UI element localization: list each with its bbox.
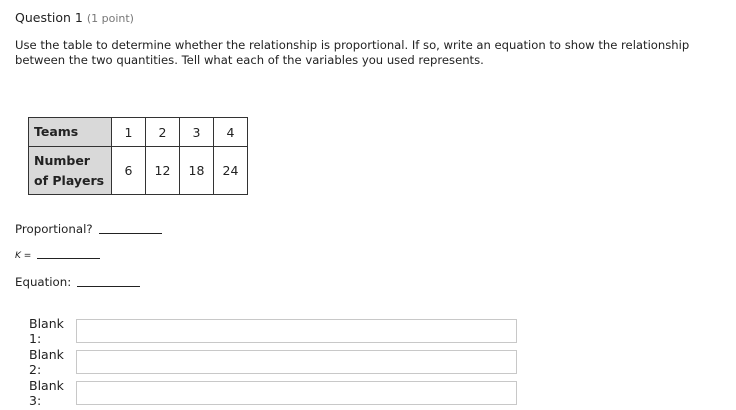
row-header-teams: Teams <box>29 118 112 147</box>
table-row <box>29 118 248 147</box>
question-points: (1 point) <box>86 12 134 25</box>
question-number: Question 1 <box>15 10 83 25</box>
question-prompt: Use the table to determine whether the relationship is proportional. If so, write an equation to show the relationship between the two quantities. Tell what each of the variables you used represents. <box>15 38 690 67</box>
teams-players-table <box>28 117 248 195</box>
blank-2-input[interactable] <box>76 350 517 374</box>
blank-underline <box>37 257 100 259</box>
row-header-line: Number <box>34 152 90 168</box>
blank-underline <box>77 285 140 287</box>
blank-1-input[interactable] <box>76 319 517 343</box>
blank-3-label: Blank 3: <box>29 378 64 408</box>
table-cell: 2 <box>146 118 180 147</box>
row-header-line: of Players <box>34 172 105 188</box>
row-header-players <box>29 147 112 195</box>
proportional-label: Proportional? <box>15 222 93 236</box>
equation-prompt <box>15 275 140 289</box>
k-label: K = <box>15 251 32 261</box>
blank-1-row <box>29 316 517 346</box>
blank-3-row <box>29 378 517 408</box>
table-cell: 4 <box>214 118 248 147</box>
blank-2-row <box>29 347 517 377</box>
k-prompt <box>15 251 100 261</box>
table-cell: 12 <box>146 147 180 195</box>
table-cell: 6 <box>112 147 146 195</box>
data-table-image <box>28 117 248 195</box>
table-cell: 1 <box>112 118 146 147</box>
blank-3-input[interactable] <box>76 381 517 405</box>
table-cell: 24 <box>214 147 248 195</box>
blank-2-label: Blank 2: <box>29 347 64 377</box>
table-row <box>29 147 248 195</box>
blank-1-label: Blank 1: <box>29 316 64 346</box>
proportional-prompt <box>15 222 162 236</box>
blank-underline <box>99 232 162 234</box>
table-cell: 18 <box>180 147 214 195</box>
question-header <box>15 10 134 25</box>
equation-label: Equation: <box>15 275 72 289</box>
table-cell: 3 <box>180 118 214 147</box>
